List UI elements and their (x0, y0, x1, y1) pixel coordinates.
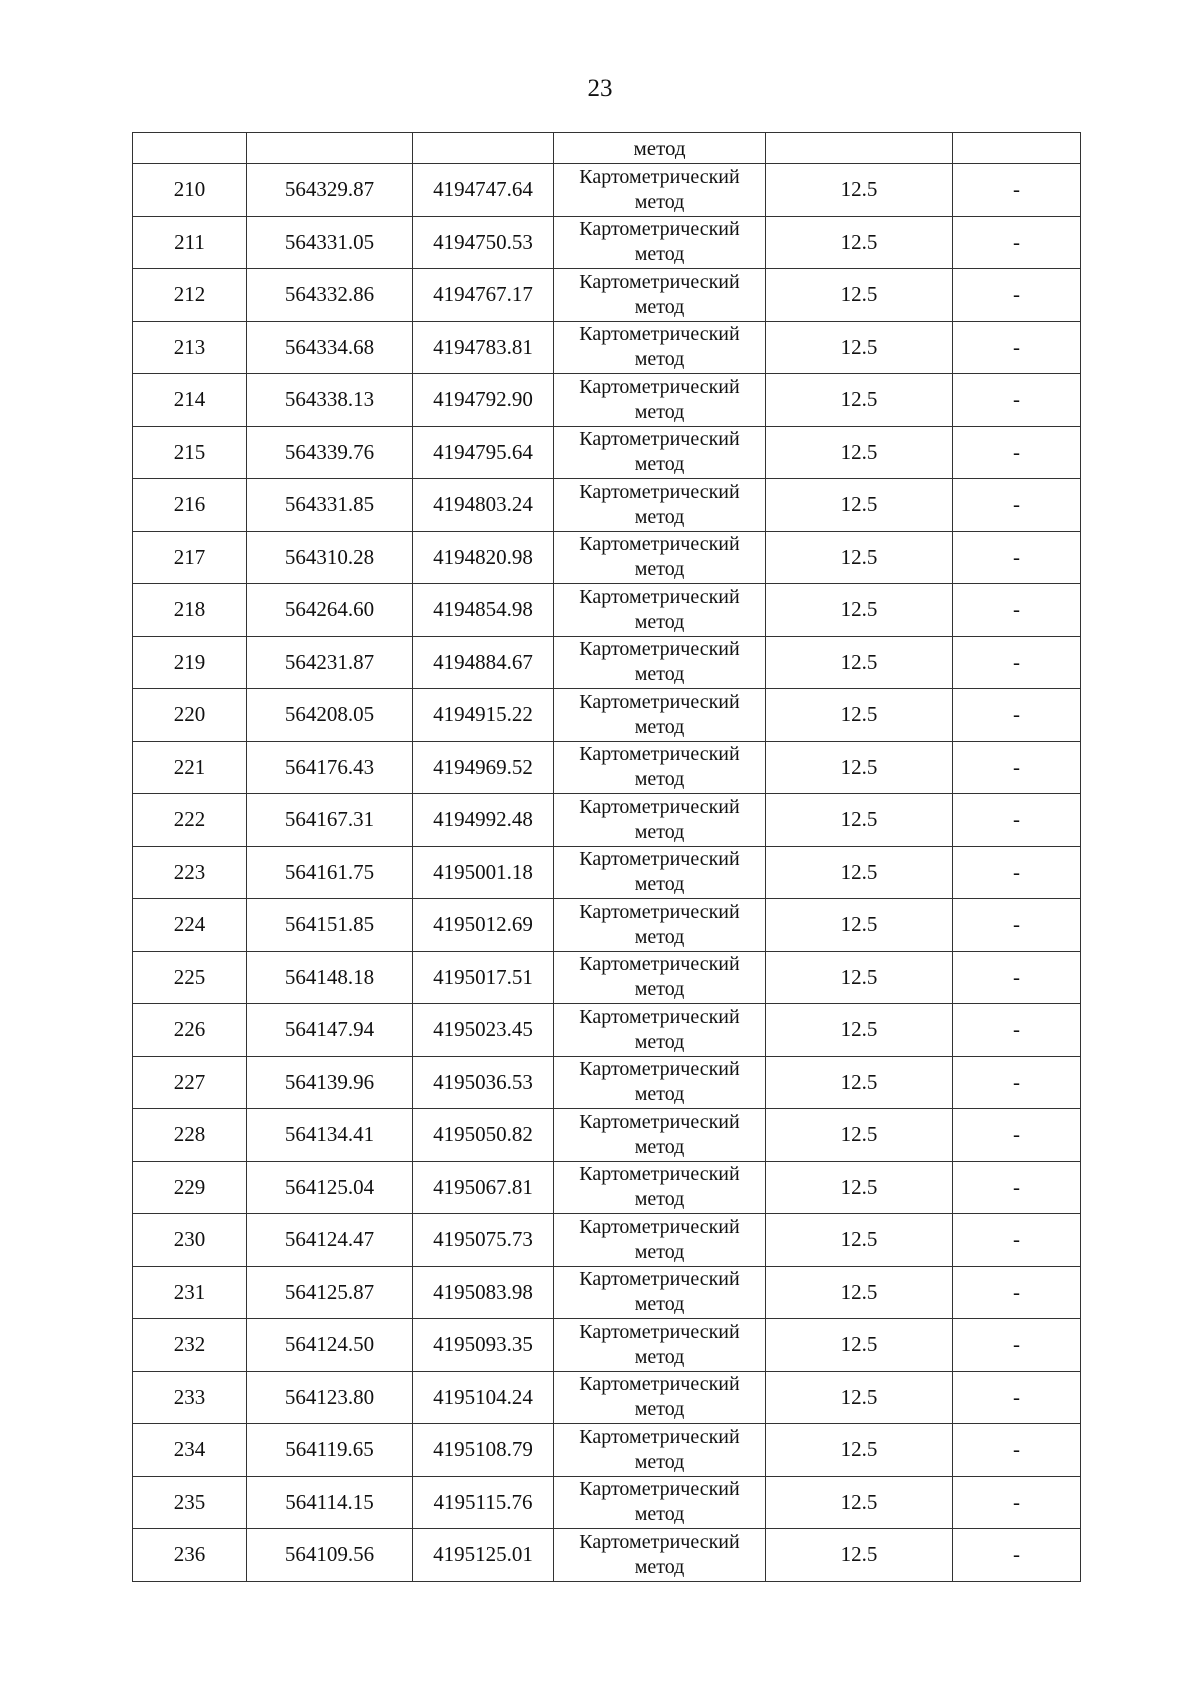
cell-y: 4194854.98 (413, 584, 554, 637)
cell-y: 4195001.18 (413, 846, 554, 899)
table-row (133, 1056, 1081, 1109)
cell-accuracy: 12.5 (766, 426, 953, 479)
cell-point: 214 (133, 374, 247, 427)
method-line-1: Картометрический (579, 900, 740, 923)
cell-y: 4194820.98 (413, 531, 554, 584)
cell-point: 225 (133, 951, 247, 1004)
method-line-1: Картометрический (579, 1320, 740, 1343)
method-line-2: метод (634, 1135, 685, 1158)
method-line-2: метод (634, 1188, 685, 1211)
cell-y: 4195075.73 (413, 1214, 554, 1267)
cell-point: 227 (133, 1056, 247, 1109)
method-line-1: Картометрический (579, 270, 740, 293)
cell-accuracy: 12.5 (766, 374, 953, 427)
cell-accuracy: 12.5 (766, 1214, 953, 1267)
table-row (133, 1004, 1081, 1057)
method-line-2: метод (634, 1083, 685, 1106)
page-number: 23 (587, 75, 613, 102)
cell-note: - (953, 1371, 1081, 1424)
table-row-continuation (133, 133, 1081, 164)
cell-x: 564124.47 (247, 1214, 413, 1267)
table-row (133, 1529, 1081, 1582)
cell-accuracy: 12.5 (766, 584, 953, 637)
cell-point: 236 (133, 1529, 247, 1582)
cell-accuracy: 12.5 (766, 1004, 953, 1057)
cell-note: - (953, 899, 1081, 952)
cell-y: 4194792.90 (413, 374, 554, 427)
cell-note: - (953, 164, 1081, 217)
cell-note: - (953, 426, 1081, 479)
method-line-1: Картометрический (579, 848, 740, 871)
cell-y: 4195050.82 (413, 1109, 554, 1162)
method-line-1: Картометрический (579, 1373, 740, 1396)
cell-note: - (953, 1056, 1081, 1109)
table-row (133, 1424, 1081, 1477)
cell-note: - (953, 1109, 1081, 1162)
cell-y: 4195012.69 (413, 899, 554, 952)
method-line-2: метод (634, 1555, 685, 1578)
cell-note: - (953, 741, 1081, 794)
method-line-2: метод (634, 768, 685, 791)
cell-note: - (953, 1214, 1081, 1267)
cell-method (554, 1004, 766, 1057)
cell-accuracy: 12.5 (766, 1476, 953, 1529)
cell-accuracy: 12.5 (766, 794, 953, 847)
cell-note: - (953, 1161, 1081, 1214)
method-line-1: Картометрический (579, 533, 740, 556)
cell-point: 230 (133, 1214, 247, 1267)
method-line-1: Картометрический (579, 323, 740, 346)
cell-point: 229 (133, 1161, 247, 1214)
table-row (133, 1371, 1081, 1424)
table-row (133, 531, 1081, 584)
cell-x: 564167.31 (247, 794, 413, 847)
coordinates-table (132, 132, 1081, 1582)
method-line-2: метод (634, 348, 685, 371)
method-line-2: метод (634, 505, 685, 528)
cell-x: 564161.75 (247, 846, 413, 899)
method-line-2: метод (634, 820, 685, 843)
table-row (133, 1214, 1081, 1267)
cell-x: 564338.13 (247, 374, 413, 427)
table-row (133, 216, 1081, 269)
cell-accuracy: 12.5 (766, 1109, 953, 1162)
method-line-2: метод (634, 663, 685, 686)
table-row (133, 479, 1081, 532)
method-line-1: Картометрический (579, 1425, 740, 1448)
method-line-1: Картометрический (579, 1110, 740, 1133)
cell-point: 235 (133, 1476, 247, 1529)
cell-method (554, 794, 766, 847)
method-line-1: Картометрический (579, 1530, 740, 1553)
cell-y: 4195023.45 (413, 1004, 554, 1057)
cell-note (953, 133, 1081, 164)
method-line-2: метод (634, 295, 685, 318)
table-row (133, 899, 1081, 952)
table-row (133, 584, 1081, 637)
table-row (133, 1476, 1081, 1529)
cell-note: - (953, 846, 1081, 899)
table-row (133, 1109, 1081, 1162)
cell-point: 221 (133, 741, 247, 794)
cell-method (554, 584, 766, 637)
method-line-1: Картометрический (579, 690, 740, 713)
table-row (133, 1161, 1081, 1214)
cell-note: - (953, 321, 1081, 374)
cell-method (554, 846, 766, 899)
method-line-1: Картометрический (579, 165, 740, 188)
cell-y: 4195067.81 (413, 1161, 554, 1214)
cell-x: 564334.68 (247, 321, 413, 374)
method-line-1: Картометрический (579, 743, 740, 766)
cell-method (554, 321, 766, 374)
cell-x: 564125.04 (247, 1161, 413, 1214)
cell-note: - (953, 479, 1081, 532)
method-line-1: Картометрический (579, 585, 740, 608)
cell-accuracy: 12.5 (766, 899, 953, 952)
cell-method (554, 216, 766, 269)
method-line-1: Картометрический (579, 480, 740, 503)
cell-method (554, 426, 766, 479)
cell-method (554, 899, 766, 952)
method-line-2: метод (634, 978, 685, 1001)
cell-x: 564134.41 (247, 1109, 413, 1162)
cell-accuracy: 12.5 (766, 636, 953, 689)
cell-accuracy: 12.5 (766, 1529, 953, 1582)
method-line-1: Картометрический (579, 1215, 740, 1238)
cell-accuracy: 12.5 (766, 846, 953, 899)
table-row (133, 794, 1081, 847)
cell-note: - (953, 1529, 1081, 1582)
cell-x: 564148.18 (247, 951, 413, 1004)
cell-x: 564331.85 (247, 479, 413, 532)
cell-x: 564123.80 (247, 1371, 413, 1424)
method-line-1: Картометрический (579, 218, 740, 241)
method-line-2: метод (634, 1345, 685, 1368)
cell-y: 4194783.81 (413, 321, 554, 374)
cell-y: 4194884.67 (413, 636, 554, 689)
cell-point: 220 (133, 689, 247, 742)
cell-note: - (953, 1319, 1081, 1372)
cell-point: 211 (133, 216, 247, 269)
method-line-1: Картометрический (579, 638, 740, 661)
cell-x: 564147.94 (247, 1004, 413, 1057)
cell-accuracy: 12.5 (766, 531, 953, 584)
table-row (133, 164, 1081, 217)
table-row (133, 689, 1081, 742)
cell-x: 564151.85 (247, 899, 413, 952)
cell-note: - (953, 1004, 1081, 1057)
cell-note: - (953, 951, 1081, 1004)
cell-point: 213 (133, 321, 247, 374)
cell-point: 219 (133, 636, 247, 689)
cell-y: 4195104.24 (413, 1371, 554, 1424)
cell-accuracy: 12.5 (766, 1056, 953, 1109)
cell-method (554, 1424, 766, 1477)
cell-method (554, 1371, 766, 1424)
cell-method (554, 1266, 766, 1319)
cell-x: 564124.50 (247, 1319, 413, 1372)
cell-note: - (953, 636, 1081, 689)
cell-y (413, 133, 554, 164)
method-line-2: метод (634, 1240, 685, 1263)
cell-accuracy: 12.5 (766, 951, 953, 1004)
cell-point: 223 (133, 846, 247, 899)
cell-accuracy: 12.5 (766, 1424, 953, 1477)
cell-x: 564208.05 (247, 689, 413, 742)
cell-note: - (953, 1476, 1081, 1529)
cell-x: 564331.05 (247, 216, 413, 269)
cell-point: 224 (133, 899, 247, 952)
cell-accuracy: 12.5 (766, 1161, 953, 1214)
cell-note: - (953, 689, 1081, 742)
cell-method (554, 636, 766, 689)
cell-y: 4194750.53 (413, 216, 554, 269)
cell-method (554, 741, 766, 794)
cell-y: 4195125.01 (413, 1529, 554, 1582)
method-line-2: метод (634, 715, 685, 738)
method-line-1: Картометрический (579, 1005, 740, 1028)
cell-method (554, 689, 766, 742)
cell-x: 564339.76 (247, 426, 413, 479)
cell-note: - (953, 374, 1081, 427)
cell-method (554, 1161, 766, 1214)
cell-note: - (953, 794, 1081, 847)
method-line-2: метод (634, 1030, 685, 1053)
cell-x: 564231.87 (247, 636, 413, 689)
table-row (133, 374, 1081, 427)
cell-method (554, 1476, 766, 1529)
cell-note: - (953, 531, 1081, 584)
cell-point: 217 (133, 531, 247, 584)
cell-y: 4194795.64 (413, 426, 554, 479)
cell-point: 233 (133, 1371, 247, 1424)
table-row (133, 951, 1081, 1004)
cell-accuracy: 12.5 (766, 269, 953, 322)
cell-method (554, 1056, 766, 1109)
method-line-1: Картометрический (579, 795, 740, 818)
cell-method (554, 269, 766, 322)
cell-note: - (953, 1266, 1081, 1319)
cell-method: метод (554, 133, 766, 164)
table-row (133, 269, 1081, 322)
cell-point: 234 (133, 1424, 247, 1477)
cell-accuracy: 12.5 (766, 741, 953, 794)
method-line-1: Картометрический (579, 1478, 740, 1501)
method-line-2: метод (634, 925, 685, 948)
cell-note: - (953, 216, 1081, 269)
cell-accuracy: 12.5 (766, 216, 953, 269)
cell-method (554, 1214, 766, 1267)
cell-x: 564119.65 (247, 1424, 413, 1477)
cell-accuracy: 12.5 (766, 1371, 953, 1424)
method-line-2: метод (634, 453, 685, 476)
method-line-2: метод (634, 1398, 685, 1421)
cell-accuracy: 12.5 (766, 164, 953, 217)
cell-point: 210 (133, 164, 247, 217)
cell-note: - (953, 584, 1081, 637)
cell-x (247, 133, 413, 164)
cell-y: 4195036.53 (413, 1056, 554, 1109)
method-line-2: метод (634, 558, 685, 581)
cell-method (554, 1109, 766, 1162)
cell-y: 4194992.48 (413, 794, 554, 847)
method-line-1: Картометрический (579, 1163, 740, 1186)
cell-y: 4194803.24 (413, 479, 554, 532)
table-row (133, 1319, 1081, 1372)
cell-point: 215 (133, 426, 247, 479)
cell-method (554, 374, 766, 427)
method-line-2: метод (634, 873, 685, 896)
cell-y: 4195017.51 (413, 951, 554, 1004)
cell-x: 564125.87 (247, 1266, 413, 1319)
cell-accuracy (766, 133, 953, 164)
coordinates-table-body (133, 133, 1081, 1582)
method-line-1: Картометрический (579, 375, 740, 398)
cell-y: 4194915.22 (413, 689, 554, 742)
cell-x: 564109.56 (247, 1529, 413, 1582)
method-line-1: Картометрический (579, 953, 740, 976)
method-line-2: метод (634, 243, 685, 266)
cell-accuracy: 12.5 (766, 479, 953, 532)
method-line-2: метод (634, 1293, 685, 1316)
cell-y: 4195108.79 (413, 1424, 554, 1477)
cell-x: 564310.28 (247, 531, 413, 584)
table-row (133, 426, 1081, 479)
cell-point: 228 (133, 1109, 247, 1162)
cell-method (554, 1529, 766, 1582)
cell-method (554, 531, 766, 584)
method-line-2: метод (634, 190, 685, 213)
cell-point: 222 (133, 794, 247, 847)
cell-point: 212 (133, 269, 247, 322)
method-line-1: Картометрический (579, 428, 740, 451)
cell-point: 232 (133, 1319, 247, 1372)
cell-point (133, 133, 247, 164)
table-row (133, 1266, 1081, 1319)
method-line-2: метод (634, 610, 685, 633)
table-row (133, 741, 1081, 794)
cell-point: 218 (133, 584, 247, 637)
method-line-1: Картометрический (579, 1268, 740, 1291)
cell-y: 4194767.17 (413, 269, 554, 322)
cell-method (554, 164, 766, 217)
cell-x: 564264.60 (247, 584, 413, 637)
cell-point: 226 (133, 1004, 247, 1057)
cell-accuracy: 12.5 (766, 1266, 953, 1319)
method-line-2: метод (634, 400, 685, 423)
cell-point: 231 (133, 1266, 247, 1319)
table-row (133, 636, 1081, 689)
cell-accuracy: 12.5 (766, 689, 953, 742)
cell-x: 564329.87 (247, 164, 413, 217)
method-line-2: метод (634, 1503, 685, 1526)
cell-x: 564139.96 (247, 1056, 413, 1109)
cell-y: 4195093.35 (413, 1319, 554, 1372)
cell-accuracy: 12.5 (766, 1319, 953, 1372)
cell-accuracy: 12.5 (766, 321, 953, 374)
cell-point: 216 (133, 479, 247, 532)
cell-y: 4194747.64 (413, 164, 554, 217)
table-row (133, 321, 1081, 374)
cell-y: 4195083.98 (413, 1266, 554, 1319)
method-line-2: метод (634, 1450, 685, 1473)
cell-method (554, 951, 766, 1004)
cell-x: 564114.15 (247, 1476, 413, 1529)
cell-y: 4194969.52 (413, 741, 554, 794)
cell-method (554, 479, 766, 532)
cell-note: - (953, 269, 1081, 322)
method-line-1: Картометрический (579, 1058, 740, 1081)
cell-note: - (953, 1424, 1081, 1477)
cell-x: 564176.43 (247, 741, 413, 794)
cell-method (554, 1319, 766, 1372)
table-row (133, 846, 1081, 899)
cell-y: 4195115.76 (413, 1476, 554, 1529)
cell-x: 564332.86 (247, 269, 413, 322)
